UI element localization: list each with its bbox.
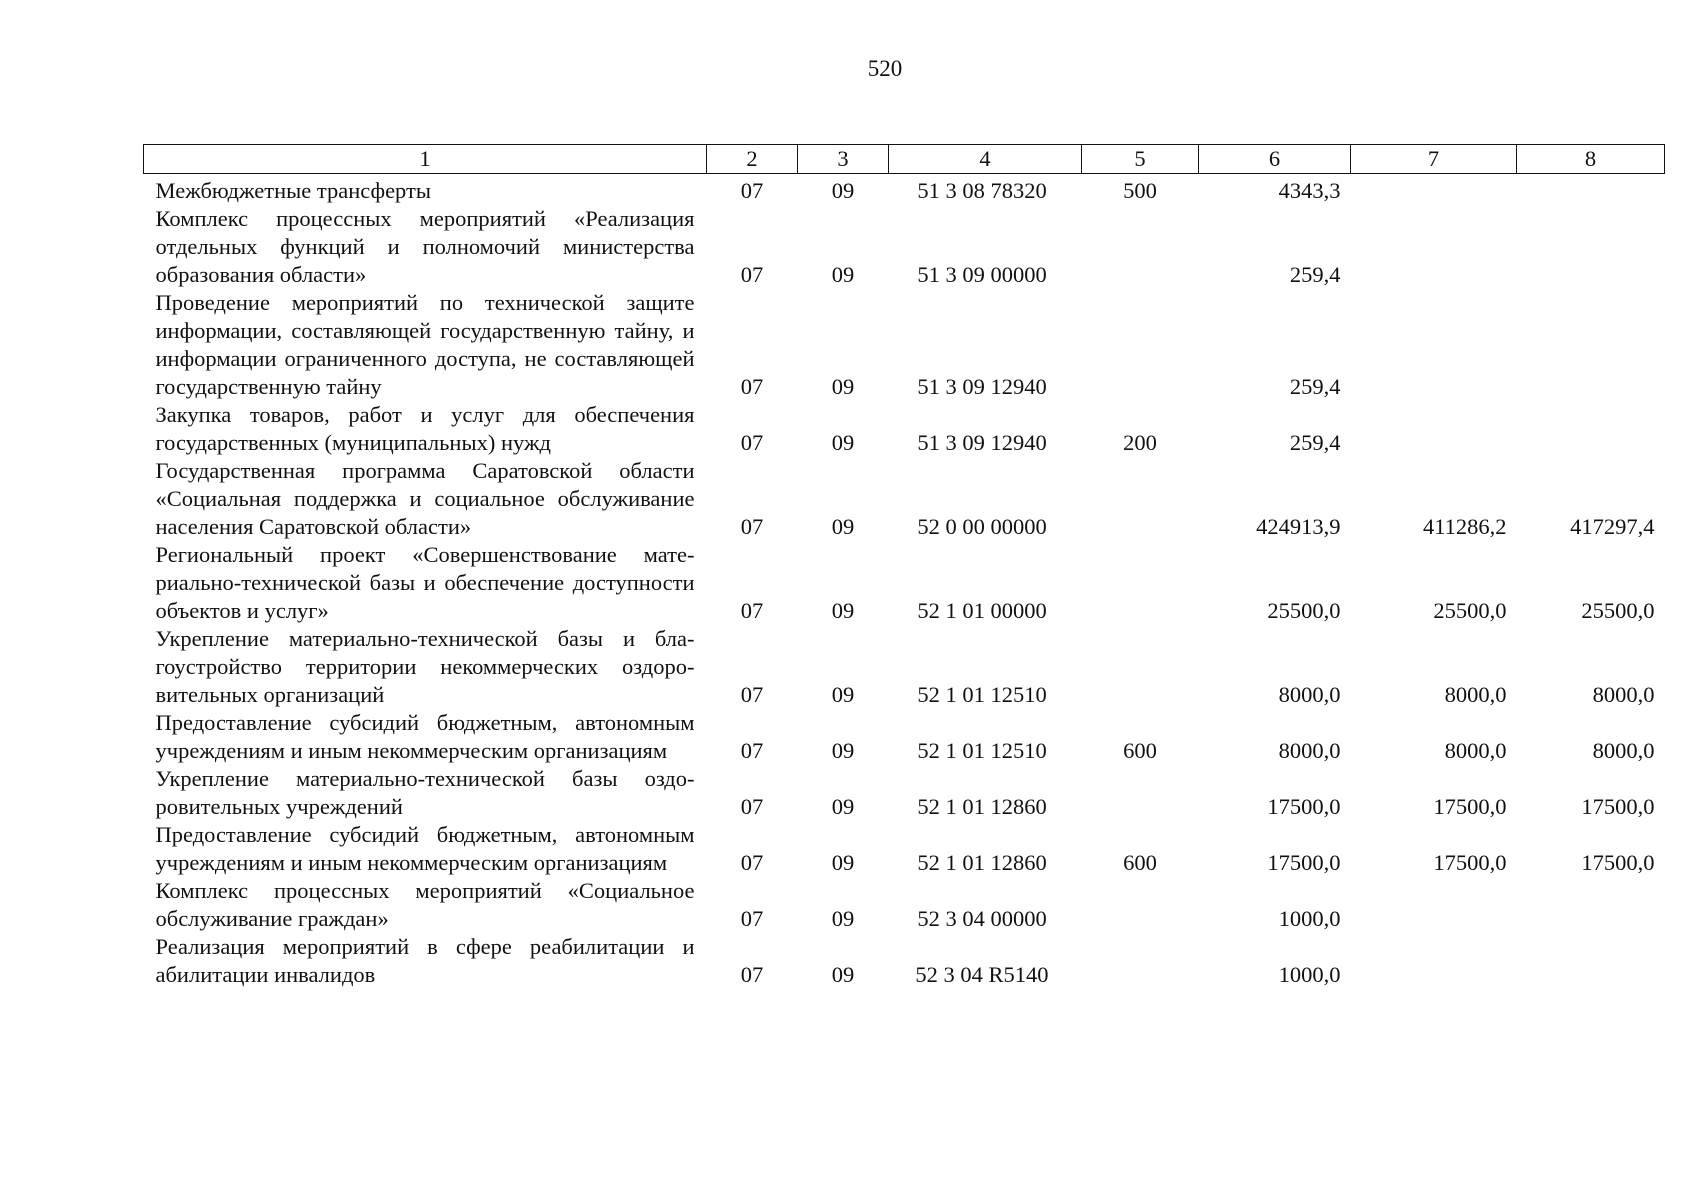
column-header-7: 7: [1351, 145, 1517, 174]
cell-amount-col7: 8000,0: [1444, 738, 1507, 763]
cell-subsection: 09: [831, 738, 855, 763]
cell-subsection: 09: [831, 430, 855, 455]
cell-amount-col7: [1351, 205, 1517, 289]
table-body: [144, 174, 1665, 990]
cell-amount-col7: [1351, 401, 1517, 457]
cell-amount-col8: [1517, 401, 1665, 457]
row-name: Региональный проект «Совершенствование материально-технической базы и обеспечение доступности объектов и услуг»: [155, 542, 695, 623]
cell-expense-type: [1082, 457, 1199, 541]
cell-subsection: 09: [831, 262, 855, 287]
row-name: Укрепление материально-технической базы и благоустройство территории некоммерческих оздоровительных организаций: [155, 626, 695, 707]
cell-expense-type: [1082, 877, 1199, 933]
cell-target-code: 52 1 01 12860: [917, 794, 1047, 819]
cell-target-code: 51 3 09 12940: [917, 374, 1047, 399]
cell-subsection: 09: [831, 514, 855, 539]
column-header-6: 6: [1199, 145, 1351, 174]
cell-expense-type: [1082, 541, 1199, 625]
cell-target-code: 52 1 01 12860: [917, 850, 1047, 875]
column-header-4: 4: [889, 145, 1082, 174]
cell-amount-col8: [1517, 205, 1665, 289]
cell-expense-type: 600: [1123, 738, 1157, 763]
cell-subsection: 09: [831, 794, 855, 819]
table-row: [144, 821, 1665, 877]
table-row: [144, 205, 1665, 289]
cell-amount-col6: 259,4: [1289, 430, 1341, 455]
table-row: [144, 625, 1665, 709]
cell-target-code: 52 3 04 00000: [917, 906, 1047, 931]
cell-section: 07: [740, 850, 764, 875]
page-number: 520: [867, 56, 903, 81]
cell-section: 07: [740, 374, 764, 399]
cell-amount-col7: [1351, 933, 1517, 989]
cell-subsection: 09: [831, 962, 855, 987]
row-name: Государственная программа Саратовской области «Социальная поддержка и социальное обслуживание населения Саратовской области»: [155, 458, 695, 539]
table-row: [144, 541, 1665, 625]
cell-target-code: 52 1 01 12510: [917, 738, 1047, 763]
row-name: Проведение мероприятий по технической защите информации, составляющей государственную тайну, и информации ограниченного доступа, не составляющей государственную тайну: [155, 290, 695, 399]
cell-section: 07: [740, 514, 764, 539]
cell-subsection: 09: [831, 598, 855, 623]
cell-target-code: 52 1 01 12510: [917, 682, 1047, 707]
cell-target-code: 51 3 09 00000: [917, 262, 1047, 287]
cell-amount-col6: 1000,0: [1278, 906, 1341, 931]
column-header-5: 5: [1082, 145, 1199, 174]
cell-amount-col6: 1000,0: [1278, 962, 1341, 987]
cell-section: 07: [740, 430, 764, 455]
cell-amount-col6: 4343,3: [1278, 178, 1341, 203]
cell-amount-col7: [1351, 289, 1517, 401]
table-row: [144, 401, 1665, 457]
header-row: [144, 145, 1665, 174]
cell-amount-col7: [1351, 174, 1517, 206]
cell-target-code: 52 1 01 00000: [917, 598, 1047, 623]
cell-section: 07: [740, 738, 764, 763]
cell-expense-type: 200: [1123, 430, 1157, 455]
cell-amount-col8: [1517, 174, 1665, 206]
cell-target-code: 52 0 00 00000: [917, 514, 1047, 539]
cell-target-code: 52 3 04 R5140: [915, 962, 1049, 987]
row-name: Комплекс процессных мероприятий «Реализация отдельных функций и полномочий министерства образования области»: [155, 206, 695, 287]
row-name: Предоставление субсидий бюджетным, автономным учреждениям и иным некоммерческим организациям: [155, 822, 695, 875]
cell-section: 07: [740, 962, 764, 987]
cell-amount-col7: [1351, 877, 1517, 933]
cell-subsection: 09: [831, 906, 855, 931]
cell-expense-type: 500: [1123, 178, 1157, 203]
row-name: Предоставление субсидий бюджетным, автономным учреждениям и иным некоммерческим организациям: [155, 710, 695, 763]
cell-subsection: 09: [831, 682, 855, 707]
cell-subsection: 09: [831, 178, 855, 203]
cell-section: 07: [740, 262, 764, 287]
row-name: Межбюджетные трансферты: [155, 178, 431, 203]
cell-amount-col7: 8000,0: [1444, 682, 1507, 707]
row-name: Реализация мероприятий в сфере реабилитации и абилитации инвалидов: [155, 934, 695, 987]
cell-subsection: 09: [831, 850, 855, 875]
column-header-1: 1: [144, 145, 707, 174]
row-name: Закупка товаров, работ и услуг для обеспечения государственных (муниципальных) нужд: [155, 402, 695, 455]
cell-amount-col6: 259,4: [1289, 262, 1341, 287]
cell-amount-col8: 8000,0: [1592, 738, 1655, 763]
table-row: [144, 877, 1665, 933]
cell-expense-type: 600: [1123, 850, 1157, 875]
table-row: [144, 933, 1665, 989]
cell-amount-col8: [1517, 933, 1665, 989]
cell-expense-type: [1082, 933, 1199, 989]
column-header-8: 8: [1517, 145, 1665, 174]
cell-amount-col6: 25500,0: [1267, 598, 1341, 623]
cell-subsection: 09: [831, 374, 855, 399]
column-header-2: 2: [707, 145, 798, 174]
table-header: [144, 145, 1665, 174]
table-row: [144, 765, 1665, 821]
cell-section: 07: [740, 598, 764, 623]
cell-section: 07: [740, 906, 764, 931]
cell-expense-type: [1082, 205, 1199, 289]
cell-amount-col7: 17500,0: [1433, 850, 1507, 875]
cell-expense-type: [1082, 765, 1199, 821]
budget-table: [143, 144, 1665, 989]
cell-section: 07: [740, 178, 764, 203]
cell-amount-col6: 17500,0: [1267, 850, 1341, 875]
cell-amount-col8: 25500,0: [1581, 598, 1655, 623]
table-row: [144, 457, 1665, 541]
cell-amount-col6: 8000,0: [1278, 682, 1341, 707]
cell-amount-col7: 25500,0: [1433, 598, 1507, 623]
cell-amount-col8: 8000,0: [1592, 682, 1655, 707]
cell-amount-col6: 424913,9: [1256, 514, 1341, 539]
cell-amount-col7: 411286,2: [1422, 514, 1507, 539]
cell-target-code: 51 3 09 12940: [917, 430, 1047, 455]
cell-expense-type: [1082, 289, 1199, 401]
cell-amount-col8: [1517, 877, 1665, 933]
cell-amount-col7: 17500,0: [1433, 794, 1507, 819]
table-row: [144, 709, 1665, 765]
row-name: Укрепление материально-технической базы оздоровительных учреждений: [155, 766, 695, 819]
cell-amount-col6: 259,4: [1289, 374, 1341, 399]
column-header-3: 3: [798, 145, 889, 174]
cell-amount-col8: [1517, 289, 1665, 401]
cell-amount-col8: 417297,4: [1570, 514, 1655, 539]
cell-amount-col8: 17500,0: [1581, 794, 1655, 819]
table-row: [144, 174, 1665, 206]
cell-section: 07: [740, 794, 764, 819]
cell-amount-col6: 8000,0: [1278, 738, 1341, 763]
cell-amount-col8: 17500,0: [1581, 850, 1655, 875]
cell-target-code: 51 3 08 78320: [917, 178, 1047, 203]
cell-expense-type: [1082, 625, 1199, 709]
cell-section: 07: [740, 682, 764, 707]
row-name: Комплекс процессных мероприятий «Социальное обслуживание граждан»: [155, 878, 695, 931]
cell-amount-col6: 17500,0: [1267, 794, 1341, 819]
table-row: [144, 289, 1665, 401]
